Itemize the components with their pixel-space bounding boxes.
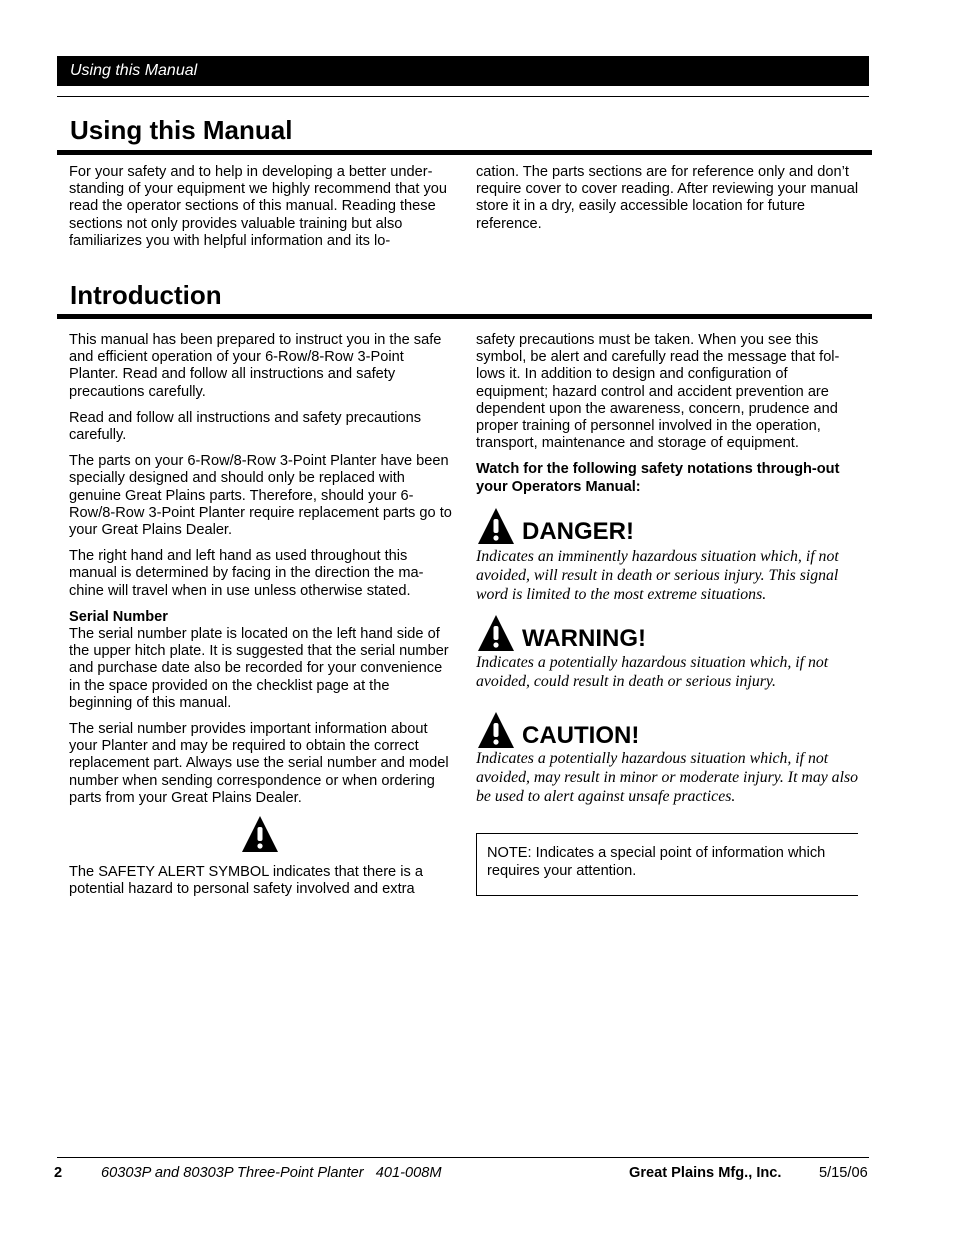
note-box <box>476 833 858 896</box>
paragraph: safety precautions must be taken. When you see this symbol, be alert and carefully read the message that fol-lows it. In addition to design and configuration of equipment; hazard control and accident prevention are dependent upon the awareness, concern, prudence and proper training of personnel involved in the operation, transport, maintenance and storage of equipment. <box>476 332 840 452</box>
danger-alert-icon <box>476 506 516 546</box>
serial-number-heading: Serial Number <box>69 608 168 625</box>
paragraph: For your safety and to help in developing a better under-standing of your equipment we highly recommend that you read the operator sections of this manual. Reading these sections not only provides valuable training but also familiarizes you with helpful information and its lo- <box>69 164 448 249</box>
paragraph: The SAFETY ALERT SYMBOL indicates that there is a potential hazard to personal safety involved and extra <box>69 864 423 898</box>
header-rule <box>57 96 869 97</box>
heading-rule <box>57 150 872 155</box>
introduction-left-column <box>69 332 453 816</box>
caution-alert-icon <box>476 710 516 750</box>
document-title: 60303P and 80303P Three-Point Planter 401-008M <box>101 1165 442 1181</box>
danger-label: DANGER! <box>522 518 634 545</box>
paragraph: The serial number plate is located on the left hand side of the upper hitch plate. It is suggested that the serial number and purchase date also be recorded for your convenience in the space provided on the checklist page at the beginning of this manual. <box>69 626 449 711</box>
using-manual-right <box>476 164 861 242</box>
using-manual-left <box>69 164 453 259</box>
note-text: NOTE: Indicates a special point of information which requires your attention. <box>487 845 826 879</box>
paragraph: The right hand and left hand as used throughout this manual is determined by facing in the direction the ma-chine will travel when in use unless otherwise stated. <box>69 548 424 599</box>
paragraph: This manual has been prepared to instruct you in the safe and efficient operation of your 6-Row/8-Row 3-Point Planter. Read and follow all instructions and safety precautions carefully. <box>69 332 442 400</box>
page-number: 2 <box>54 1165 63 1181</box>
header-bar <box>57 56 869 86</box>
header-section: Using this Manual <box>70 62 198 79</box>
caution-title <box>476 710 639 750</box>
heading-rule <box>57 314 872 319</box>
paragraph: The serial number provides important information about your Planter and may be required to obtain the correct replacement part. Always use the serial number and model number when sending correspondence or when ordering parts from your Great Plains Dealer. <box>69 721 449 806</box>
paragraph: Read and follow all instructions and safety precautions carefully. <box>69 409 422 444</box>
danger-title <box>476 506 634 546</box>
using-manual-heading: Using this Manual <box>70 115 293 145</box>
safety-alert-paragraph <box>69 864 453 907</box>
safety-alert-icon <box>240 814 280 859</box>
caution-text: Indicates a potentially hazardous situation which, if not avoided, may result in minor or moderate injury. It may also be used to alert against unsafe practices. <box>476 750 859 805</box>
paragraph: The parts on your 6-Row/8-Row 3-Point Planter have been specially designed and should only be replaced with genuine Great Plains parts. Therefore, should your 6-Row/8-Row 3-Point Planter require replacement parts go to your Great Plains Dealer. <box>69 453 452 539</box>
warning-label: WARNING! <box>522 625 646 652</box>
document-date: 5/15/06 <box>819 1165 868 1181</box>
company-name: Great Plains Mfg., Inc. <box>629 1165 782 1181</box>
caution-label: CAUTION! <box>522 722 640 749</box>
introduction-heading: Introduction <box>70 280 222 310</box>
warning-alert-icon <box>476 613 516 653</box>
danger-text: Indicates an imminently hazardous situation which, if not avoided, will result in death or serious injury. This signal word is limited to the most extreme situations. <box>476 548 839 603</box>
footer-rule <box>57 1157 869 1158</box>
paragraph: Watch for the following safety notations through-out your Operators Manual: <box>476 461 840 495</box>
introduction-right-column <box>476 332 861 505</box>
paragraph: cation. The parts sections are for reference only and don’t require cover to cover reading. After reviewing your manual store it in a dry, easily accessible location for future reference. <box>476 164 859 232</box>
warning-text: Indicates a potentially hazardous situation which, if not avoided, could result in death or serious injury. <box>476 654 829 690</box>
warning-title <box>476 613 646 653</box>
